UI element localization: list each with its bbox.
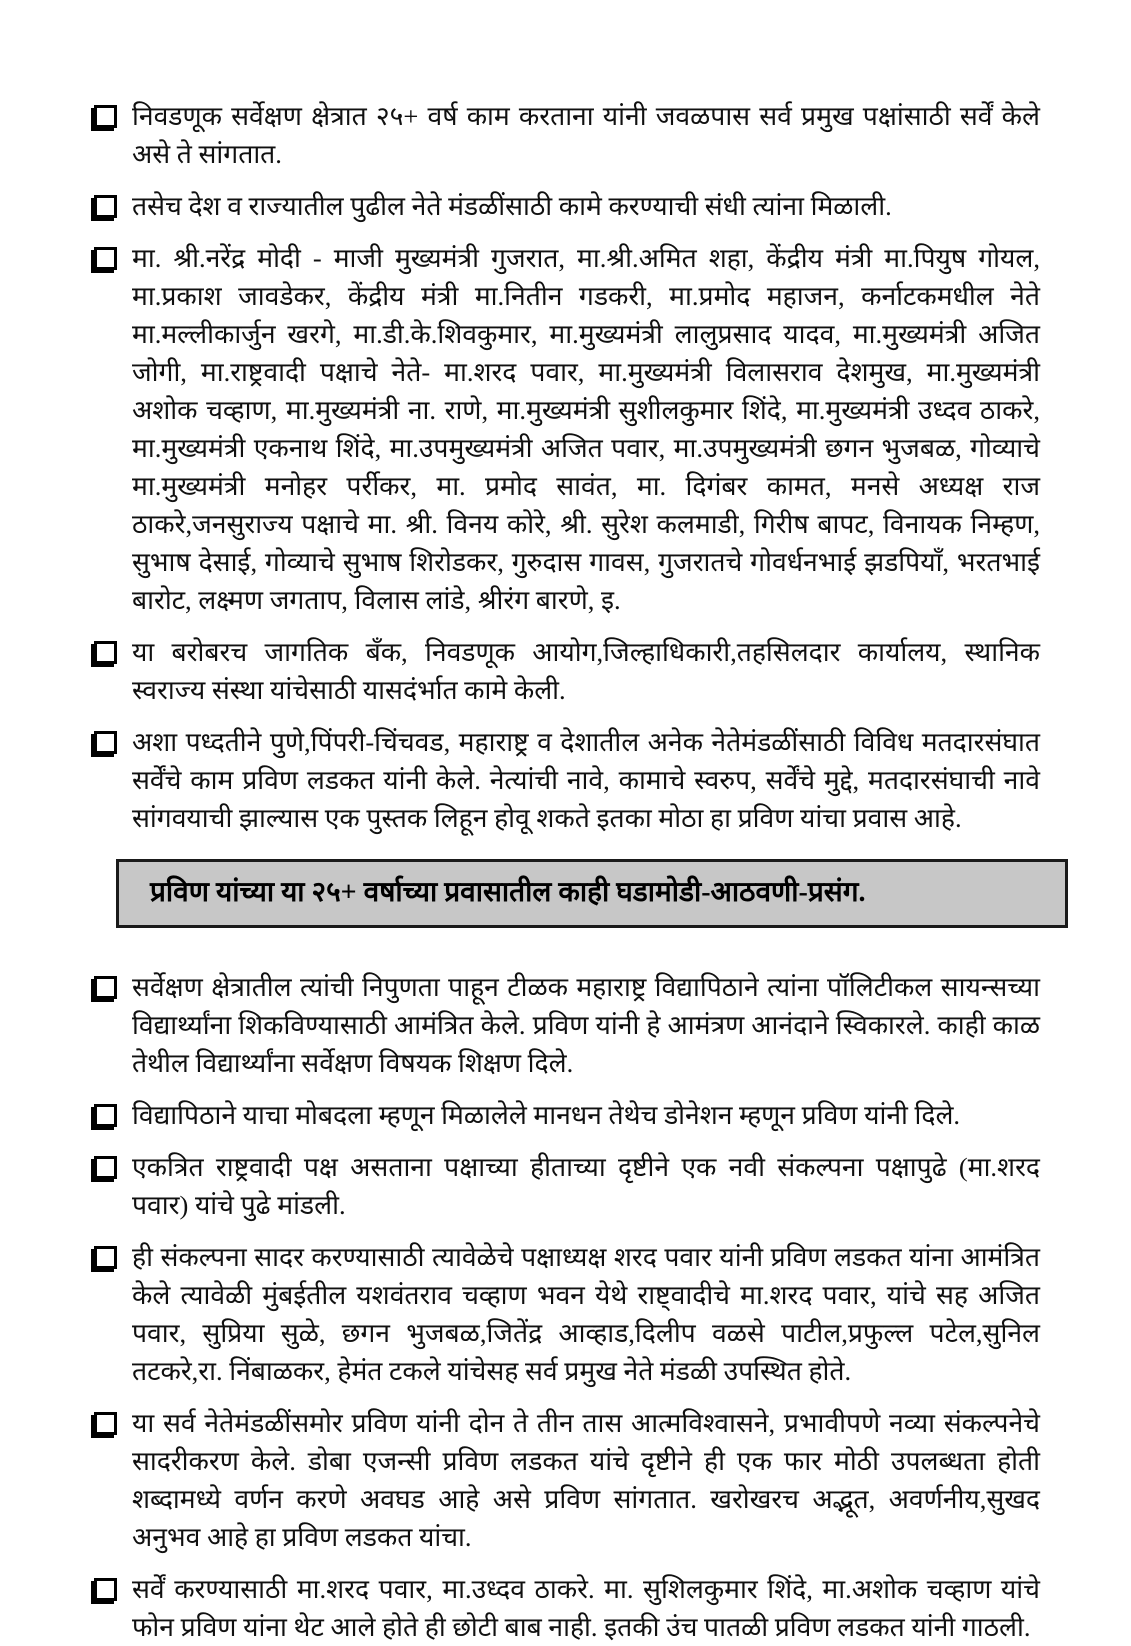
bullet-item [90, 968, 1040, 1082]
shadowed-square-checkbox-icon [94, 1246, 117, 1269]
shadowed-square-checkbox-icon [94, 247, 117, 270]
shadowed-square-checkbox-icon [94, 731, 117, 754]
bullet-item [90, 723, 1040, 837]
section-heading-box [116, 859, 1068, 928]
bullet-text: ही संकल्पना सादर करण्यासाठी त्यावेळेचे पक्षाध्यक्ष शरद पवार यांनी प्रविण लडकत यांना आमंत्रित केले त्यावेळी मुंबईतील यशवंतराव चव्हाण भवन येथे राष्ट्वादीचे मा.शरद पवार, यांचे सह अजित पवार, सुप्रिया सुळे, छगन भुजबळ,जितेंद्र आव्हाड,दिलीप वळसे पाटील,प्रफुल्ल पटेल,सुनिल तटकरे,रा. निंबाळकर, हेमंत टकले यांचेसह सर्व प्रमुख नेते मंडळी उपस्थित होते. [132, 1242, 1040, 1386]
bullet-item [90, 239, 1040, 619]
bullet-text: सर्वेक्षण क्षेत्रातील त्यांची निपुणता पाहून टीळक महाराष्ट्र विद्यापिठाने त्यांना पॉलिटीकल सायन्सच्या विद्यार्थ्यांना शिकविण्यासाठी आमंत्रित केले. प्रविण यांनी हे आमंत्रण आनंदाने स्विकारले. काही काळ तेथील विद्यार्थ्यांना सर्वेक्षण विषयक शिक्षण दिले. [132, 972, 1040, 1078]
shadowed-square-checkbox-icon [94, 1578, 117, 1601]
bullet-item [90, 97, 1040, 173]
bullet-item [90, 1404, 1040, 1556]
shadowed-square-checkbox-icon [94, 1156, 117, 1179]
bullet-item [90, 633, 1040, 709]
bullet-text: विद्यापिठाने याचा मोबदला म्हणून मिळालेले मानधन तेथेच डोनेशन म्हणून प्रविण यांनी दिले. [132, 1100, 961, 1130]
bullet-text: अशा पध्दतीने पुणे,पिंपरी-चिंचवड, महाराष्ट्र व देशातील अनेक नेतेमंडळींसाठी विविध मतदारसंघात सर्वेंचे काम प्रविण लडकत यांनी केले. नेत्यांची नावे, कामाचे स्वरुप, सर्वेंचे मुद्दे, मतदारसंघाची नावे सांगवयाची झाल्यास एक पुस्तक लिहून होवू शकते इतका मोठा हा प्रविण यांचा प्रवास आहे. [132, 727, 1040, 833]
bullet-text: मा. श्री.नरेंद्र मोदी - माजी मुख्यमंत्री गुजरात, मा.श्री.अमित शहा, केंद्रीय मंत्री मा.पियुष गोयल, मा.प्रकाश जावडेकर, केंद्रीय मंत्री मा.नितीन गडकरी, मा.प्रमोद महाजन, कर्नाटकमधील नेते मा.मल्लीकार्जुन खरगे, मा.डी.के.शिवकुमार, मा.मुख्यमंत्री लालुप्रसाद यादव, मा.मुख्यमंत्री अजित जोगी, मा.राष्ट्रवादी पक्षाचे नेते- मा.शरद पवार, मा.मुख्यमंत्री विलासराव देशमुख, मा.मुख्यमंत्री अशोक चव्हाण, मा.मुख्यमंत्री ना. राणे, मा.मुख्यमंत्री सुशीलकुमार शिंदे, मा.मुख्यमंत्री उध्दव ठाकरे, मा.मुख्यमंत्री एकनाथ शिंदे, मा.उपमुख्यमंत्री अजित पवार, मा.उपमुख्यमंत्री छगन भुजबळ, गोव्याचे मा.मुख्यमंत्री मनोहर पर्रीकर, मा. प्रमोद सावंत, मा. दिगंबर कामत, मनसे अध्यक्ष राज ठाकरे,जनसुराज्य पक्षाचे मा. श्री. विनय कोरे, श्री. सुरेश कलमाडी, गिरीष बापट, विनायक निम्हण, सुभाष देसाई, गोव्याचे सुभाष शिरोडकर, गुरुदास गावस, गुजरातचे गोवर्धनभाई झडपियाँ, भरतभाई बारोट, लक्ष्मण जगताप, विलास लांडे, श्रीरंग बारणे, इ. [132, 243, 1040, 615]
bullet-text: निवडणूक सर्वेक्षण क्षेत्रात २५+ वर्ष काम करताना यांनी जवळपास सर्व प्रमुख पक्षांसाठी सर्वें केले असे ते सांगतात. [132, 101, 1040, 169]
bullet-text: सर्वें करण्यासाठी मा.शरद पवार, मा.उध्दव ठाकरे. मा. सुशिलकुमार शिंदे, मा.अशोक चव्हाण यांचे फोन प्रविण यांना थेट आले होते ही छोटी बाब नाही. इतकी उंच पातळी प्रविण लडकत यांनी गाठली. [132, 1574, 1040, 1642]
shadowed-square-checkbox-icon [94, 1412, 117, 1435]
shadowed-square-checkbox-icon [94, 105, 117, 128]
shadowed-square-checkbox-icon [94, 195, 117, 218]
bullet-text: या सर्व नेतेमंडळींसमोर प्रविण यांनी दोन ते तीन तास आत्मविश्वासने, प्रभावीपणे नव्या संकल्पनेचे सादरीकरण केले. डोबा एजन्सी प्रविण लडकत यांचे दृष्टीने ही एक फार मोठी उपलब्धता होती शब्दामध्ये वर्णन करणे अवघड आहे असे प्रविण सांगतात. खरोखरच अद्भूत, अवर्णनीय,सुखद अनुभव आहे हा प्रविण लडकत यांचा. [132, 1408, 1040, 1552]
bullet-text: तसेच देश व राज्यातील पुढील नेते मंडळींसाठी कामे करण्याची संधी त्यांना मिळाली. [132, 191, 892, 221]
bullet-item [90, 1238, 1040, 1390]
bullet-text: एकत्रित राष्ट्रवादी पक्ष असताना पक्षाच्या हीताच्या दृष्टीने एक नवी संकल्पना पक्षापुढे (मा.शरद पवार) यांचे पुढे मांडली. [132, 1152, 1040, 1220]
bullet-item [90, 1570, 1040, 1646]
shadowed-square-checkbox-icon [94, 976, 117, 999]
bullet-item [90, 1148, 1040, 1224]
shadowed-square-checkbox-icon [94, 1104, 117, 1127]
section-heading: प्रविण यांच्या या २५+ वर्षाच्या प्रवासातील काही घडामोडी-आठवणी-प्रसंग. [150, 877, 866, 908]
shadowed-square-checkbox-icon [94, 641, 117, 664]
bullet-item [90, 187, 1040, 225]
bullet-text: या बरोबरच जागतिक बँक, निवडणूक आयोग,जिल्हाधिकारी,तहसिलदार कार्यालय, स्थानिक स्वराज्य संस्था यांचेसाठी यासदंर्भात कामे केली. [132, 637, 1040, 705]
bullet-item [90, 1096, 1040, 1134]
